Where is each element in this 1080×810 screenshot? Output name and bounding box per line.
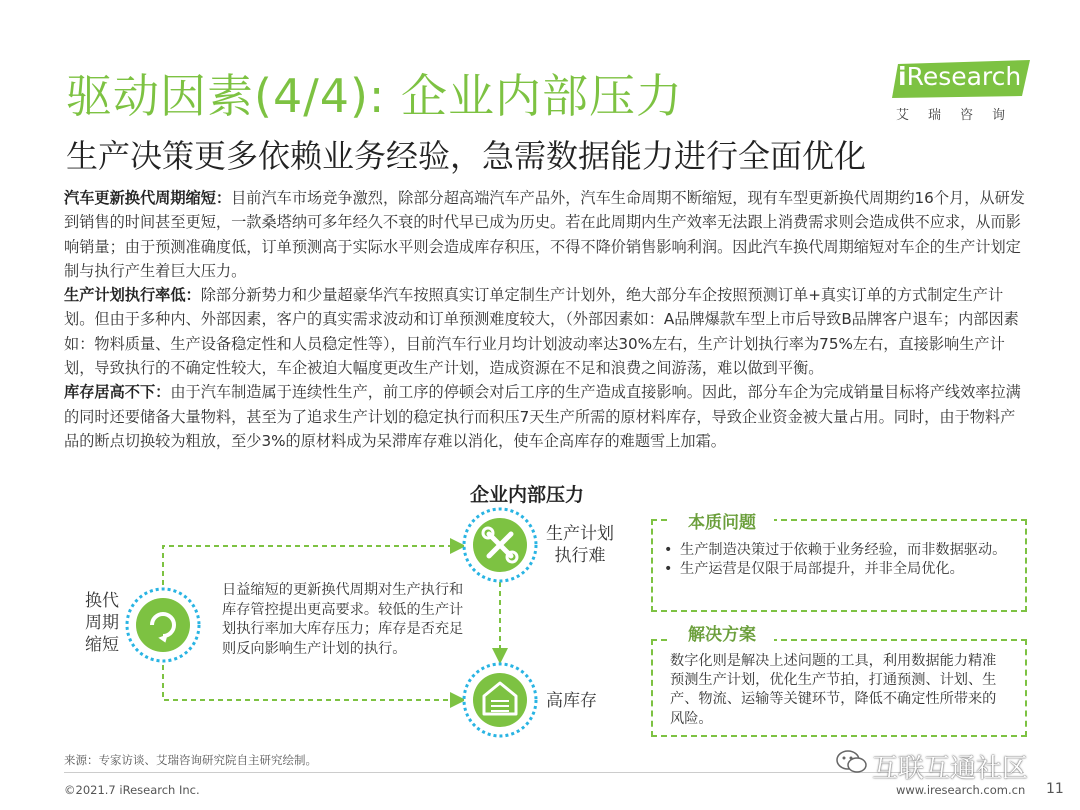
website-url: www.iresearch.com.cn [896,783,1026,797]
paragraph-text: 目前汽车市场竞争激烈，除部分超高端汽车产品外，汽车生命周期不断缩短，现有车型更新换代周期约16个月，从研发到销售的时间甚至更短，一款桑塔纳可多年经久不衰的时代早已成为历史。若在此周期内生产效率无法跟上消费需求则会造成供不应求，从而影响销量；由于预测准确度低，订单预测高于实际水平则会造成库存积压，不得不降价销售影响利润。因此汽车换代周期缩短对车企的生产计划定制与执行产生着巨大压力。 [64,189,1025,280]
paragraph-text: 除部分新势力和少量超豪华汽车按照真实订单定制生产计划外，绝大部分车企按照预测订单+真实订单的方式制定生产计划。但由于多种内、外部因素，客户的真实需求波动和订单预测难度较大，（外部因素如：A品牌爆款车型上市后导致B品牌客户退车；内部因素如：物料质量、生产设备稳定性和人员稳定性等），目前汽车行业月均计划波动率达30%左右，生产计划执行率为75%左右，直接影响生产计划，导致执行的不确定性较大，车企被迫大幅度更改生产计划，造成资源在不足和浪费之间游荡，难以做到平衡。 [64,286,1019,378]
paragraph-cycle [64,186,1026,283]
logo-word-i: i [898,62,907,91]
body-text [64,186,1026,453]
wechat-icon [835,748,869,776]
diagram-title: 企业内部压力 [470,484,585,506]
connector-bottom [163,665,462,700]
paragraph-text: 由于汽车制造属于连续性生产，前工序的停顿会对后工序的生产造成直接影响。因此，部分车企为完成销量目标将产线效率拉满的同时还要储备大量物料，甚至为了追求生产计划的稳定执行而积压7天生产所需的原材料库存，导致企业资金被大量占用。同时，由于物料产品的断点切换较为粗放，至少3%的原材料成为呆滞库存难以消化，使车企高库存的难题雪上加霜。 [64,383,1021,450]
tools-icon [464,509,536,581]
page-number: 11 [1046,781,1064,797]
paragraph-label: 汽车更新换代周期缩短： [64,189,232,207]
label-cycle-shortening: 换代周期缩短 [85,591,119,655]
label-high-inventory: 高库存 [546,691,597,711]
logo-cn: 艾瑞咨询 [896,108,1025,123]
page-subtitle: 生产决策更多依赖业务经验，急需数据能力进行全面优化 [66,137,867,175]
copyright: ©2021.7 iResearch Inc. [64,783,200,797]
logo-word [898,62,1021,91]
label-plan-execution: 生产计划执行难 [546,524,614,566]
essence-problem-list [662,541,1007,579]
solution-title: 解决方案 [670,620,774,645]
list-item: • 生产运营是仅限于局部提升，并非全局优化。 [662,560,1007,579]
warehouse-icon [464,664,536,736]
paragraph-inventory [64,380,1026,453]
diagram-center-text: 日益缩短的更新换代周期对生产执行和库存管控提出更高要求。较低的生产计划执行率加大库存压力；库存是否充足则反向影响生产计划的执行。 [222,582,464,657]
iresearch-logo [892,60,1032,130]
logo-word-rest: Research [906,62,1022,91]
paragraph-label: 库存居高不下： [64,383,171,402]
connector-top [163,546,462,585]
source-note: 来源：专家访谈、艾瑞咨询研究院自主研究绘制。 [64,753,317,767]
solution-text: 数字化则是解决上述问题的工具，利用数据能力精准预测生产计划，优化生产节拍，打通预测、计划、生产、物流、运输等关键环节，降低不确定性所带来的风险。 [670,653,997,727]
paragraph-label: 生产计划执行率低： [64,286,201,305]
essence-problem-title: 本质问题 [670,508,774,533]
paragraph-plan [64,283,1026,380]
list-item: • 生产制造决策过于依赖于业务经验，而非数据驱动。 [662,541,1007,560]
page-title: 驱动因素(4/4): 企业内部压力 [66,69,684,123]
refresh-icon [127,589,199,661]
watermark-text: 互联互通社区 [872,754,1029,784]
